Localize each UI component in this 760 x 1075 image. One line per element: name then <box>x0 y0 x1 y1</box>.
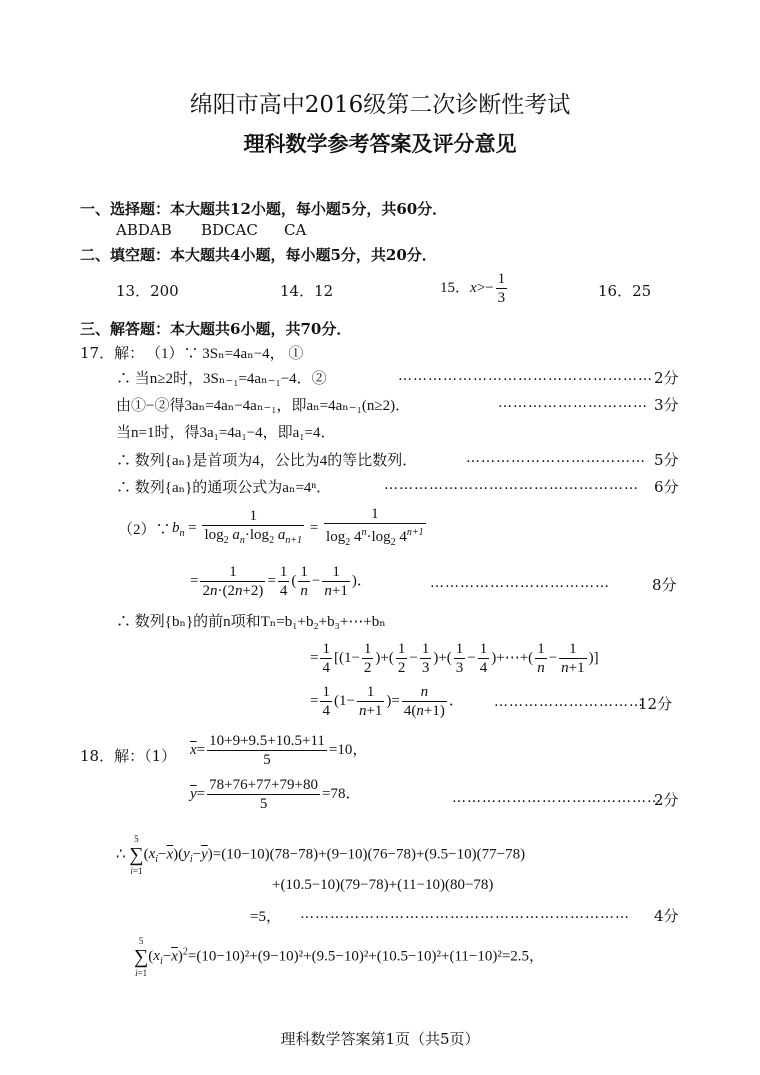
fill-answer-15: 15．x>− $\frac{1}{3}$ <box>440 271 506 306</box>
q18-number: 18．解：（1） <box>80 747 177 765</box>
fill-answer-14: 14．12 <box>280 282 334 300</box>
score-label: 6分 <box>654 478 679 496</box>
score-label: 2分 <box>654 369 679 387</box>
q17-line2: ∴ 当n≥2时，3Sₙ₋₁=4aₙ₋₁−4．② <box>116 371 327 387</box>
score-label: 12分 <box>638 695 673 713</box>
section1-heading: 一、选择题：本大题共12小题，每小题5分，共60分． <box>80 200 448 218</box>
page-subtitle: 理科数学参考答案及评分意见 <box>243 131 517 156</box>
dot-leader: ………………………………………………………… <box>300 906 630 922</box>
dot-leader: ……………………………… <box>466 450 646 466</box>
section3-heading: 三、解答题：本大题共6小题，共70分． <box>80 320 352 338</box>
dot-leader: …………………………………… <box>452 790 662 806</box>
q18-cov-result: =5， <box>250 909 281 925</box>
q17-bn-formula: $b_n$ = $\frac{1}{\log_2 a_n\cdot\log_2 a_{n+1}}$ = $\frac{1}{\log_2 4^n\cdot\log_2 4^{n+1}}$ <box>172 505 428 552</box>
q18-var-line: 5 ∑ i=1 $(x_i-\overline{x})^2=(10-10)^2+(9-10)^2+(9.5-10)^2+(10.5-10)^2+(11-10)^2=2.5$， <box>134 936 545 978</box>
q17-line5: ∴ 数列{aₙ}是首项为4，公比为4的等比数列． <box>116 453 418 469</box>
choice-answers-1: ABDAB <box>116 221 172 239</box>
dot-leader: …………………………………………… <box>384 477 639 493</box>
q18-cov-line2: +(10.5−10)(79−78)+(11−10)(80−78) <box>272 877 494 893</box>
fill-answer-16: 16．25 <box>598 282 652 300</box>
q18-cov-line1: ∴ 5 ∑ i=1 $(x_i-\overline{x})(y_i-\overline{y})=(10-10)(78-78)+(9-10)(76-78)+(9.5-10)(77-78)$ <box>116 834 526 876</box>
dot-leader: ………………………… <box>494 694 644 710</box>
q17-bn-simplified: = $\frac{1}{2n\cdot(2n+2)}$ = $\frac{1}{4}$ ( $\frac{1}{n}$ − $\frac{1}{n+1}$ )． <box>190 564 372 599</box>
q17-line3: 由①−②得3aₙ=4aₙ−4aₙ₋₁，即aₙ=4aₙ₋₁(n≥2)． <box>116 398 411 414</box>
q17-telescoping: = $\frac{1}{4}$ [(1− $\frac{1}{2}$ )+( $\frac{1}{2}$ − $\frac{1}{3}$ )+( $\frac{1}{3}$ − $\frac{1}{4}$ )+⋯+( $\frac{1}{n}$ − $\frac{1}{n+1}$ )] <box>310 641 599 676</box>
q18-var-terms: =(10−10)²+(9−10)²+(9.5−10)²+(10.5−10)²+(11−10)²=2.5， <box>187 948 545 965</box>
score-label: 4分 <box>654 907 679 925</box>
q17-line4: 当n=1时，得3a₁=4a₁−4，即a₁=4． <box>116 425 336 441</box>
dot-leader: ………………………… <box>498 395 648 411</box>
q17-number: 17．解： <box>80 344 145 362</box>
choice-answers-3: CA <box>284 221 307 239</box>
section2-heading: 二、填空题：本大题共4小题，每小题5分，共20分． <box>80 246 437 264</box>
page-footer: 理科数学答案第1页（共5页） <box>280 1030 480 1048</box>
score-label: 8分 <box>652 576 677 594</box>
page-title: 绵阳市高中2016级第二次诊断性考试 <box>189 92 571 118</box>
dot-leader: …………………………………………… <box>398 368 653 384</box>
dot-leader: ……………………………… <box>430 575 610 591</box>
fill-answer-13: 13．200 <box>116 282 179 300</box>
score-label: 2分 <box>654 791 679 809</box>
q17-part1-intro: （1）∵ 3Sₙ=4aₙ−4， ① <box>146 346 304 362</box>
choice-answers-2: BDCAC <box>201 221 258 239</box>
q18-xbar: $\overline{x}=$ $\frac{10+9+9.5+10.5+11}{5}$ =10， <box>190 733 368 768</box>
score-label: 3分 <box>654 396 679 414</box>
q17-result: = $\frac{1}{4}$ (1− $\frac{1}{n+1}$ )= $\frac{n}{4(n+1)}$ ． <box>310 684 464 719</box>
score-label: 5分 <box>654 451 679 469</box>
q18-cov-terms: (10−10)(78−78)+(9−10)(76−78)+(9.5−10)(77−78) <box>221 846 526 863</box>
q17-line6: ∴ 数列{aₙ}的通项公式为aₙ=4ⁿ． <box>116 480 332 496</box>
q17-line-sum: ∴ 数列{bₙ}的前n项和Tₙ=b₁+b₂+b₃+⋯+bₙ <box>116 614 386 630</box>
q18-ybar: $\overline{y}=$ $\frac{78+76+77+79+80}{5}$ =78． <box>190 777 361 812</box>
q17-part2-intro: （2）∵ <box>118 522 171 538</box>
